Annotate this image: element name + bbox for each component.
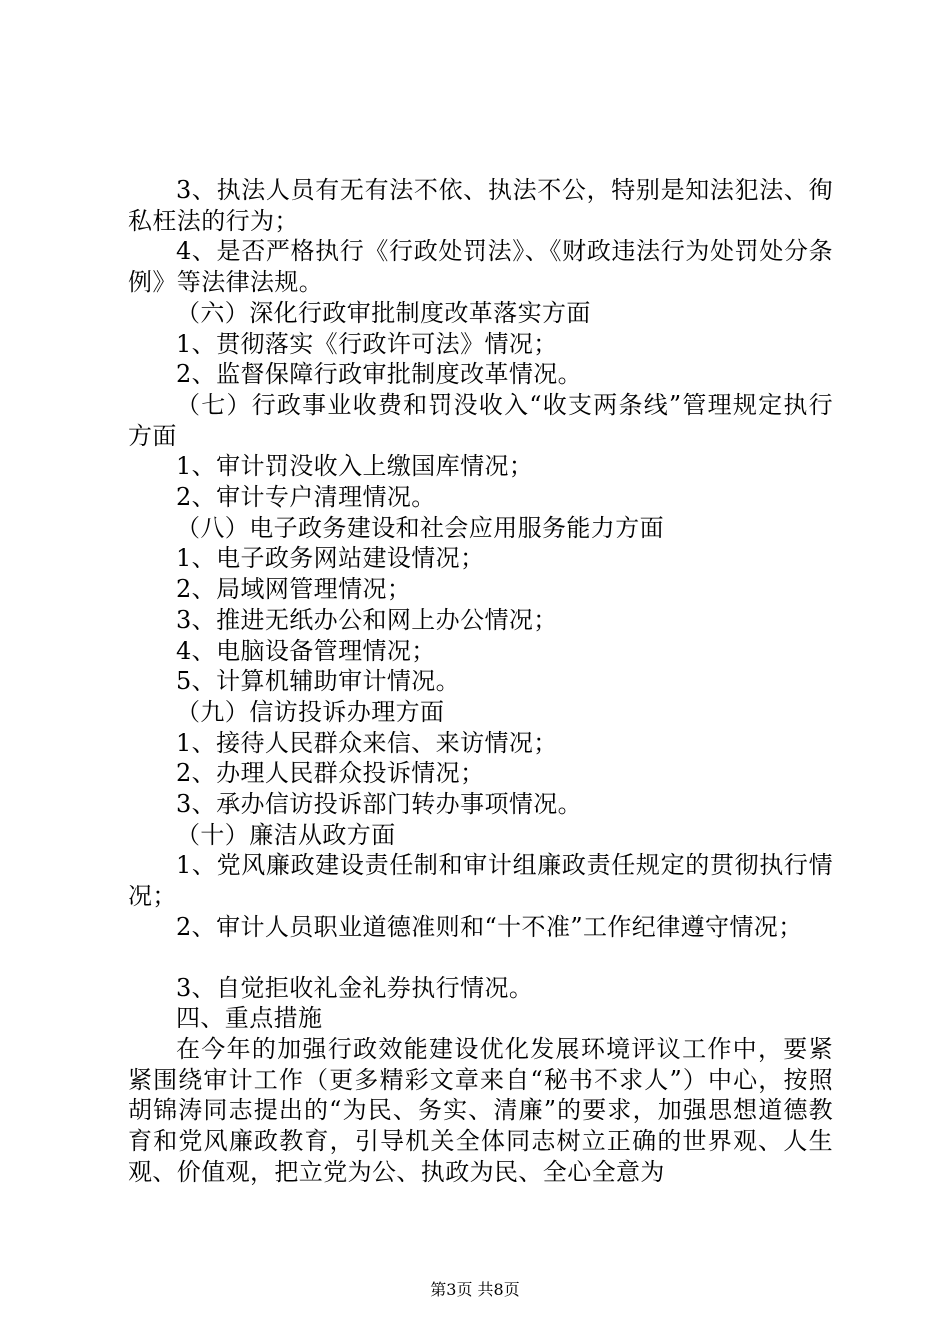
paragraph: 3、承办信访投诉部门转办事项情况。: [176, 790, 583, 819]
paragraph: 2、审计人员职业道德准则和“十不准”工作纪律遵守情况；: [176, 912, 803, 941]
section-heading: （七）行政事业收费和罚没收入“收支两条线”管理规定执行方面: [128, 390, 833, 450]
paragraph: 3、自觉拒收礼金礼券执行情况。: [176, 973, 534, 1002]
section-heading: （六）深化行政审批制度改革落实方面: [176, 298, 591, 327]
paragraph: 在今年的加强行政效能建设优化发展环境评议工作中，要紧紧围绕审计工作（更多精彩文章来自“秘书不求人”）中心，按照胡锦涛同志提出的“为民、务实、清廉”的要求，加强思想道德教育和党风廉政教育，引导机关全体同志树立正确的世界观、人生观、价值观，把立党为公、执政为民、全心全意为: [128, 1034, 833, 1186]
paragraph: 2、局域网管理情况；: [176, 575, 412, 604]
paragraph: 1、贯彻落实《行政许可法》情况；: [176, 329, 558, 358]
paragraph: 1、接待人民群众来信、来访情况；: [176, 728, 558, 757]
document-body: [128, 175, 833, 1188]
paragraph: 5、计算机辅助审计情况。: [176, 667, 461, 696]
paragraph: 4、是否严格执行《行政处罚法》、《财政违法行为处罚处分条例》等法律法规。: [128, 237, 833, 297]
section-heading: （八）电子政务建设和社会应用服务能力方面: [176, 513, 664, 542]
paragraph: 1、审计罚没收入上缴国库情况；: [176, 452, 534, 481]
section-heading: （九）信访投诉办理方面: [176, 697, 445, 726]
section-heading: 四、重点措施: [176, 1004, 323, 1033]
paragraph: 4、电脑设备管理情况；: [176, 636, 436, 665]
page-number-footer: 第3页 共8页: [430, 1280, 520, 1299]
paragraph: 1、党风廉政建设责任制和审计组廉政责任规定的贯彻执行情况；: [128, 851, 833, 911]
section-heading: （十）廉洁从政方面: [176, 820, 396, 849]
paragraph: 3、推进无纸办公和网上办公情况；: [176, 605, 558, 634]
paragraph: 3、执法人员有无有法不依、执法不公，特别是知法犯法、徇私枉法的行为；: [128, 176, 833, 235]
paragraph: 2、监督保障行政审批制度改革情况。: [176, 360, 583, 389]
paragraph: 2、审计专户清理情况。: [176, 483, 436, 512]
paragraph: 1、电子政务网站建设情况；: [176, 544, 485, 573]
paragraph: 2、办理人民群众投诉情况；: [176, 759, 485, 788]
